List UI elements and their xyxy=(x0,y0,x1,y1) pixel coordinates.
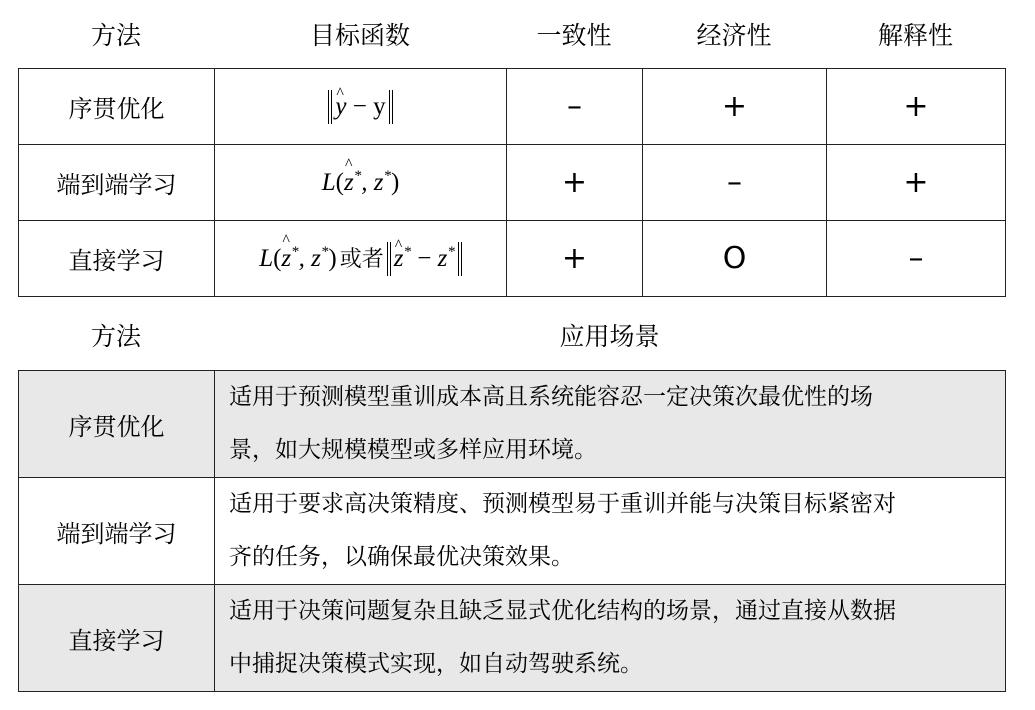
objective-formula: L(^ z*, z*) 或者^ z* − z* xyxy=(215,221,507,297)
scenario-line: 中捕捉决策模式实现，如自动驾驶系统。 xyxy=(229,651,643,677)
or-connector: 或者 xyxy=(339,246,384,272)
header-method: 方法 xyxy=(90,322,141,351)
header-consistency: 一致性 xyxy=(536,21,612,50)
method-cell: 序贯优化 xyxy=(19,69,215,145)
economy-mark: – xyxy=(643,145,827,221)
method-cell: 直接学习 xyxy=(19,585,215,692)
table-row xyxy=(19,145,1006,221)
header-economy: 经济性 xyxy=(696,21,772,50)
scenario-line: 适用于要求高决策精度、预测模型易于重训并能与决策目标紧密对 xyxy=(229,491,896,517)
interpretability-mark: – xyxy=(827,221,1006,297)
method-cell: 直接学习 xyxy=(19,221,215,297)
header-objective: 目标函数 xyxy=(309,21,410,50)
method-cell: 序贯优化 xyxy=(19,371,215,478)
table-row xyxy=(19,221,1006,297)
scenario-line: 适用于决策问题复杂且缺乏显式优化结构的场景，通过直接从数据 xyxy=(229,598,896,624)
scenario-cell xyxy=(215,478,1006,585)
table-row xyxy=(19,585,1006,692)
scenario-cell xyxy=(215,585,1006,692)
consistency-mark: + xyxy=(507,145,643,221)
header-interpretability: 解释性 xyxy=(877,21,953,50)
economy-mark: + xyxy=(643,69,827,145)
header-scenario: 应用场景 xyxy=(559,322,660,351)
header-method: 方法 xyxy=(90,21,141,50)
objective-formula: L(^ z*, z*) xyxy=(215,145,507,221)
table-row xyxy=(19,478,1006,585)
scenario-cell xyxy=(215,371,1006,478)
interpretability-mark: + xyxy=(827,69,1006,145)
interpretability-mark: + xyxy=(827,145,1006,221)
method-cell: 端到端学习 xyxy=(19,145,215,221)
comparison-table xyxy=(18,68,1006,297)
application-table xyxy=(18,370,1006,692)
table-row xyxy=(19,69,1006,145)
scenario-line: 齐的任务，以确保最优决策效果。 xyxy=(229,544,574,570)
table-row xyxy=(19,371,1006,478)
consistency-mark: + xyxy=(507,221,643,297)
scenario-line: 适用于预测模型重训成本高且系统能容忍一定决策次最优性的场 xyxy=(229,384,873,410)
application-table-header xyxy=(18,300,1005,370)
comparison-table-header xyxy=(18,0,1005,68)
consistency-mark: – xyxy=(507,69,643,145)
scenario-line: 景，如大规模模型或多样应用环境。 xyxy=(229,437,597,463)
economy-mark: O xyxy=(643,221,827,297)
objective-formula: ^ y − y xyxy=(215,69,507,145)
method-cell: 端到端学习 xyxy=(19,478,215,585)
